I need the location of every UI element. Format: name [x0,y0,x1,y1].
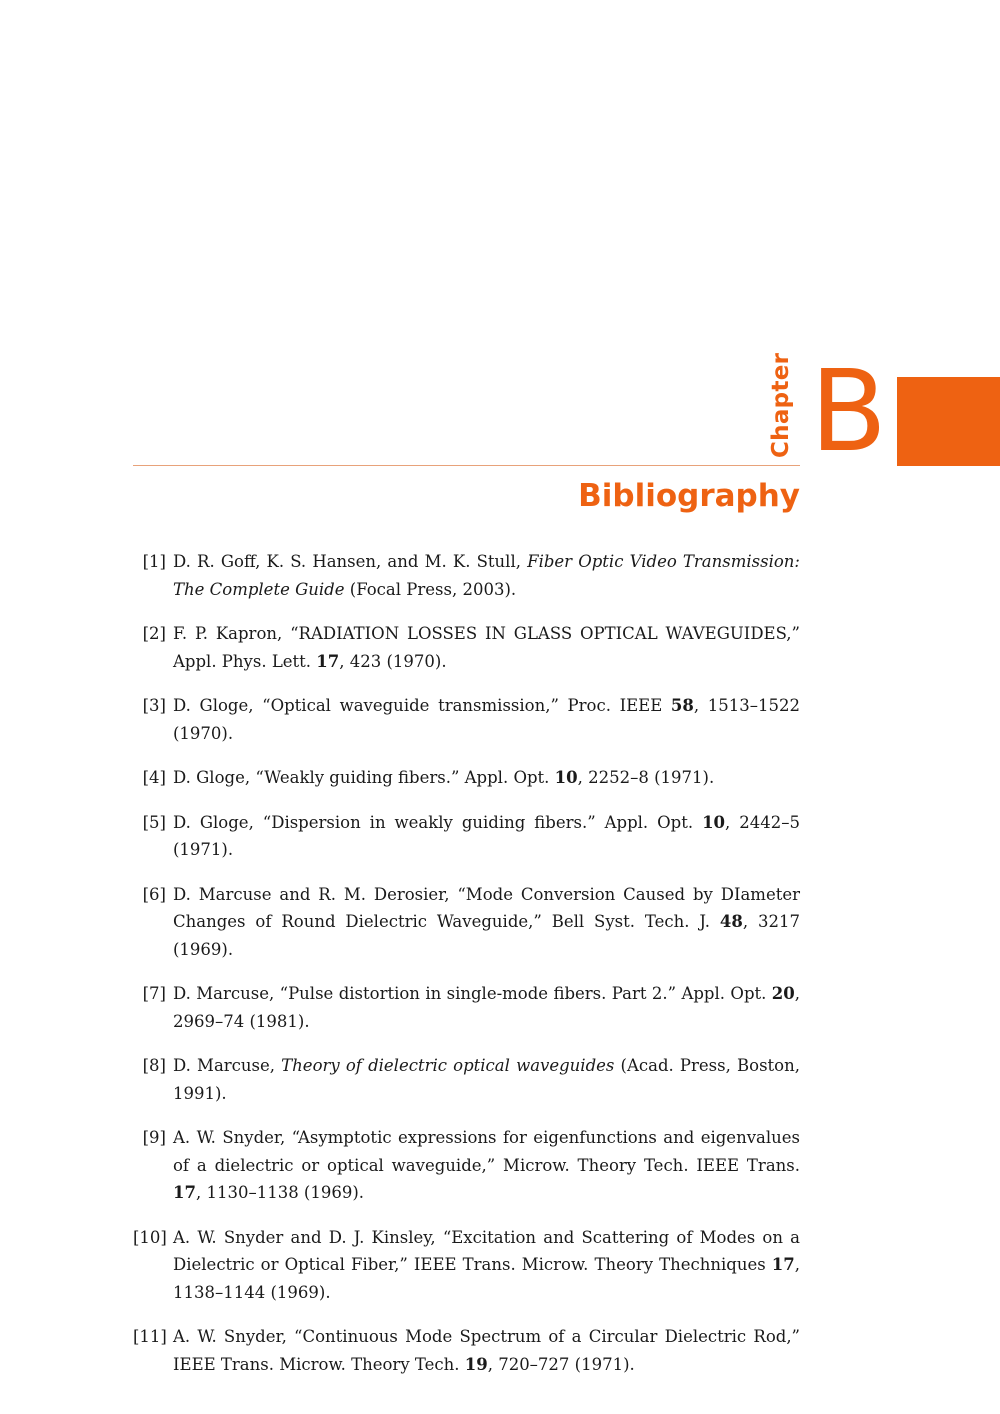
bibliography-entry [133,548,800,603]
reference-volume: 20 [771,984,795,1003]
reference-number: [6] [142,884,166,904]
reference-number: [7] [142,984,166,1003]
reference-volume: 19 [464,1354,488,1374]
reference-volume: 48 [719,912,743,931]
reference-segment: D. R. Goff, K. S. Hansen, and M. K. Stull, [173,552,528,571]
chapter-letter: B [810,347,887,477]
reference-segment: , 1513–1522 (1970). [173,696,800,743]
reference-volume: 17 [316,651,340,671]
reference-number: [4] [142,768,166,787]
reference-number: [5] [142,812,166,832]
reference-segment: D. Gloge, “Weakly guiding fibers.” Appl. Opt. [173,768,555,787]
reference-number: [9] [142,1128,166,1147]
reference-segment: D. Gloge, “Dispersion in weakly guiding fibers.” Appl. Opt. [173,812,703,832]
reference-segment: , 2442–5 (1971). [173,812,800,859]
reference-text [173,620,800,675]
reference-segment: , 1138–1144 (1969). [173,1255,800,1302]
chapter-word: Chapter [768,352,794,458]
reference-segment: , 3217 (1969). [173,912,801,959]
reference-segment: D. Marcuse, [173,1056,282,1075]
reference-text [173,881,800,964]
reference-number: [8] [142,1056,166,1075]
reference-volume: 10 [554,768,578,787]
reference-number: [11] [133,1327,167,1346]
reference-segment: A. W. Snyder and D. J. Kinsley, “Excitation and Scattering of Modes on a Dielectric or Optical Fiber,” IEEE Trans. Microw. Theory Thechniques [173,1227,800,1274]
reference-number: [10] [133,1227,167,1247]
reference-number: [1] [142,552,166,571]
reference-text [173,809,800,864]
reference-segment: (Focal Press, 2003). [344,579,517,599]
chapter-rule [133,465,800,466]
bibliography-entry [133,1124,800,1207]
chapter-tab-block [897,377,1000,466]
reference-volume: 58 [670,696,694,715]
reference-number: [2] [142,624,166,643]
bibliography-entry [133,1323,800,1378]
page-title: Bibliography [578,478,800,514]
reference-volume: 17 [173,1183,196,1202]
reference-text [173,764,800,792]
reference-text [173,1124,800,1207]
reference-segment: D. Marcuse, “Pulse distortion in single-mode fibers. Part 2.” Appl. Opt. [173,984,772,1003]
reference-text [173,980,800,1035]
reference-segment: D. Gloge, “Optical waveguide transmission,” Proc. IEEE [173,696,671,715]
bibliography-entry [133,692,800,747]
reference-segment: , 2252–8 (1971). [577,768,715,787]
reference-segment: , 2969–74 (1981). [173,984,800,1031]
reference-number: [3] [142,696,166,715]
reference-segment: (Acad. Press, Boston, 1991). [173,1056,800,1103]
bibliography-entry [133,980,800,1035]
reference-volume: 10 [702,812,726,832]
bibliography-entry [133,881,800,964]
reference-segment: D. Marcuse and R. M. Derosier, “Mode Conversion Caused by DIameter Changes of Round Dielectric Waveguide,” Bell Syst. Tech. J. [173,884,800,931]
reference-segment: A. W. Snyder, “Continuous Mode Spectrum of a Circular Dielectric Rod,” IEEE Trans. Microw. Theory Tech. [173,1327,800,1374]
reference-volume: 17 [771,1255,795,1274]
reference-text [173,1052,800,1107]
bibliography-entry [133,764,800,792]
bibliography-entry [133,1224,800,1307]
reference-segment: , 720–727 (1971). [487,1354,635,1374]
reference-text [173,1224,800,1307]
reference-title: Fiber Optic Video Transmission: The Complete Guide [173,552,800,599]
bibliography-entry [133,1052,800,1107]
reference-text [173,692,800,747]
reference-title: Theory of dielectric optical waveguides [281,1056,615,1075]
bibliography-list [133,548,800,1395]
reference-text [173,548,800,603]
reference-segment: , 1130–1138 (1969). [195,1183,365,1202]
bibliography-entry [133,620,800,675]
reference-segment: , 423 (1970). [339,651,447,671]
reference-segment: A. W. Snyder, “Asymptotic expressions for eigenfunctions and eigenvalues of a dielectric or optical waveguide,” Microw. Theory Tech. IEEE Trans. [173,1128,800,1175]
reference-text [173,1323,800,1378]
bibliography-entry [133,809,800,864]
reference-segment: F. P. Kapron, “RADIATION LOSSES IN GLASS OPTICAL WAVEGUIDES,” Appl. Phys. Lett. [173,624,800,671]
